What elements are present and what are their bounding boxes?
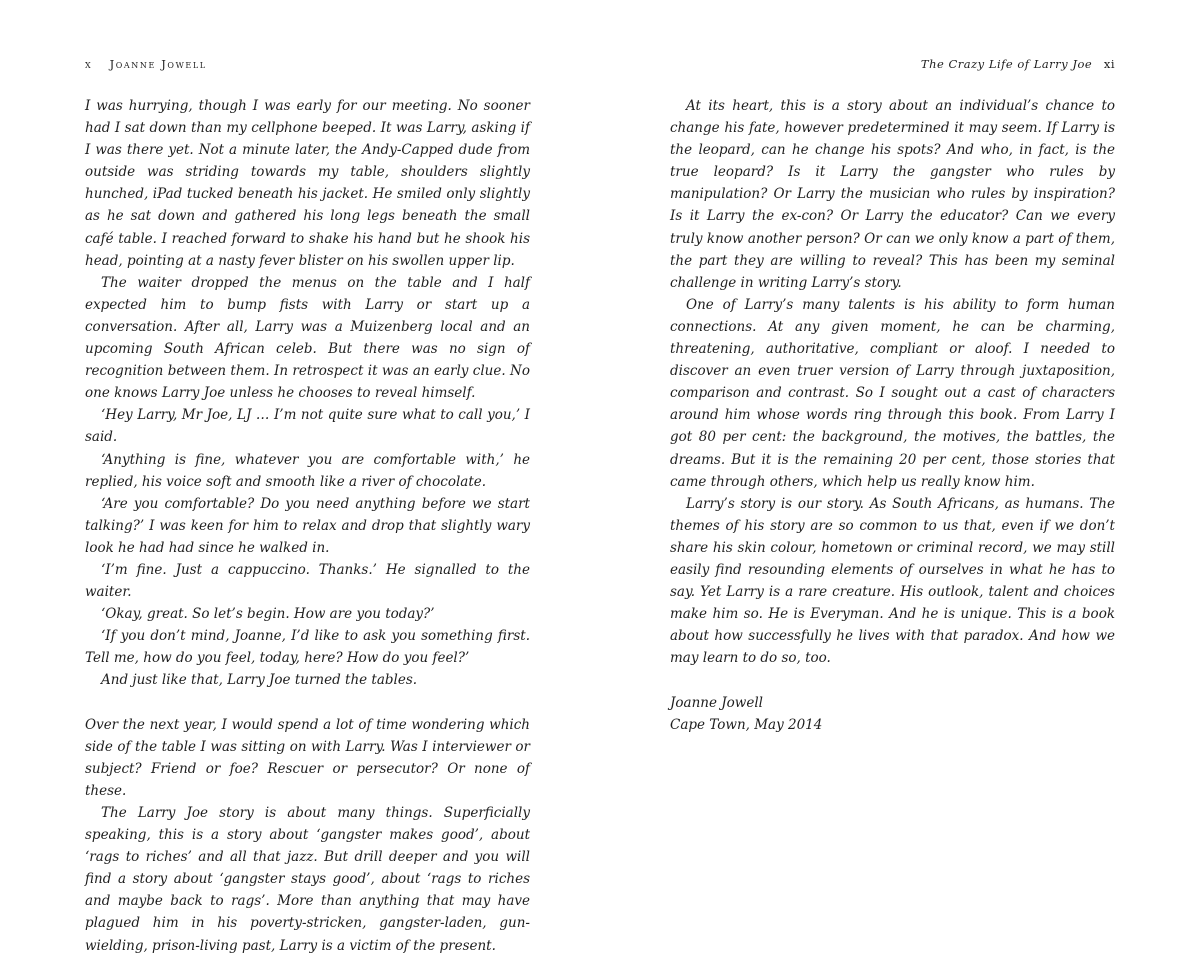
paragraph: One of Larry’s many talents is his ability to form human connections. At any given moment, he can be charming, threatening, authoritative, compliant or aloof. I needed to discover an even truer version of Larry through juxtaposition, comparison and contrast. So I sought out a cast of characters around him whose words ring through this book. From Larry I got 80 per cent: the background, the motives, the battles, the dreams. But it is the remaining 20 per cent, those stories that came through others, which help us really know him.	[670, 296, 1115, 490]
book-title-running-head: The Crazy Life of Larry Joe	[920, 57, 1093, 71]
right-running-head	[670, 56, 1115, 72]
dialogue-paragraph: ‘Hey Larry, Mr Joe, LJ … I’m not quite sure what to call you,’ I said.	[85, 407, 530, 446]
signature-place-date: Cape Town, May 2014	[670, 716, 823, 733]
paragraph: The waiter dropped the menus on the table and I half expected him to bump fists with Larry or start up a conversation. After all, Larry was a Muizenberg local and an upcoming South African celeb. But there was no sign of recognition between them. In retrospect it was an early clue. No one knows Larry Joe unless he chooses to reveal himself.	[85, 274, 530, 402]
author-running-head: Joanne Jowell	[109, 57, 207, 71]
dialogue-paragraph: ‘Are you comfortable? Do you need anything before we start talking?’ I was keen for him to relax and drop that slightly wary look he had had since he walked in.	[85, 495, 530, 556]
left-page-number: x	[85, 57, 93, 71]
paragraph: Larry’s story is our story. As South Africans, as humans. The themes of his story are so common to us that, even if we don’t share his skin colour, hometown or criminal record, we may still easily find resounding elements of ourselves in what he has to say. Yet Larry is a rare creature. His outlook, talent and choices make him so. He is Everyman. And he is unique. This is a book about how successfully he lives with that paradox. And how we may learn to do so, too.	[670, 495, 1115, 667]
signature-name: Joanne Jowell	[670, 694, 763, 711]
dialogue-paragraph: ‘If you don’t mind, Joanne, I’d like to ask you something first. Tell me, how do you feel, today, here? How do you feel?’	[85, 628, 530, 667]
paragraph: At its heart, this is a story about an individual’s chance to change his fate, however predetermined it may seem. If Larry is the leopard, can he change his spots? And who, in fact, is the true leopard? Is it Larry the gangster who rules by manipulation? Or Larry the musician who rules by inspiration? Is it Larry the ex-con? Or Larry the educator? Can we every truly know another person? Or can we only know a part of them, the part they are willing to reveal? This has been my seminal challenge in writing Larry’s story.	[670, 98, 1115, 291]
left-page-text	[85, 95, 530, 957]
paragraph: The Larry Joe story is about many things. Superficially speaking, this is a story about ‘gangster makes good’, about ‘rags to riches’ and all that jazz. But drill deeper and you will find a story about ‘gangster stays good’, about ‘rags to riches and maybe back to rags’. More than anything that may have plagued him in his poverty-stricken, gangster-laden, gun-wielding, prison-living past, Larry is a victim of the present.	[85, 805, 530, 954]
right-page-number: xi	[1103, 57, 1115, 71]
paragraph: And just like that, Larry Joe turned the tables.	[101, 672, 418, 689]
dialogue-paragraph: ‘Okay, great. So let’s begin. How are you today?’	[101, 606, 435, 623]
left-running-head	[85, 56, 530, 72]
dialogue-paragraph: ‘I’m fine. Just a cappuccino. Thanks.’ He signalled to the waiter.	[85, 561, 530, 601]
section-paragraph: Over the next year, I would spend a lot of time wondering which side of the table I was sitting on with Larry. Was I interviewer or subject? Friend or foe? Rescuer or persecutor? Or none of these.	[85, 716, 530, 799]
paragraph: I was hurrying, though I was early for our meeting. No sooner had I sat down than my cellphone beeped. It was Larry, asking if I was there yet. Not a minute later, the Andy-Capped dude from outside was striding towards my table, shoulders slightly hunched, iPad tucked beneath his jacket. He smiled only slightly as he sat down and gathered his long legs beneath the small café table. I reached forward to shake his hand but he shook his head, pointing at a nasty fever blister on his swollen upper lip.	[85, 98, 530, 269]
dialogue-paragraph: ‘Anything is fine, whatever you are comfortable with,’ he replied, his voice soft and smooth like a river of chocolate.	[85, 451, 530, 490]
right-page-text	[670, 95, 1115, 736]
